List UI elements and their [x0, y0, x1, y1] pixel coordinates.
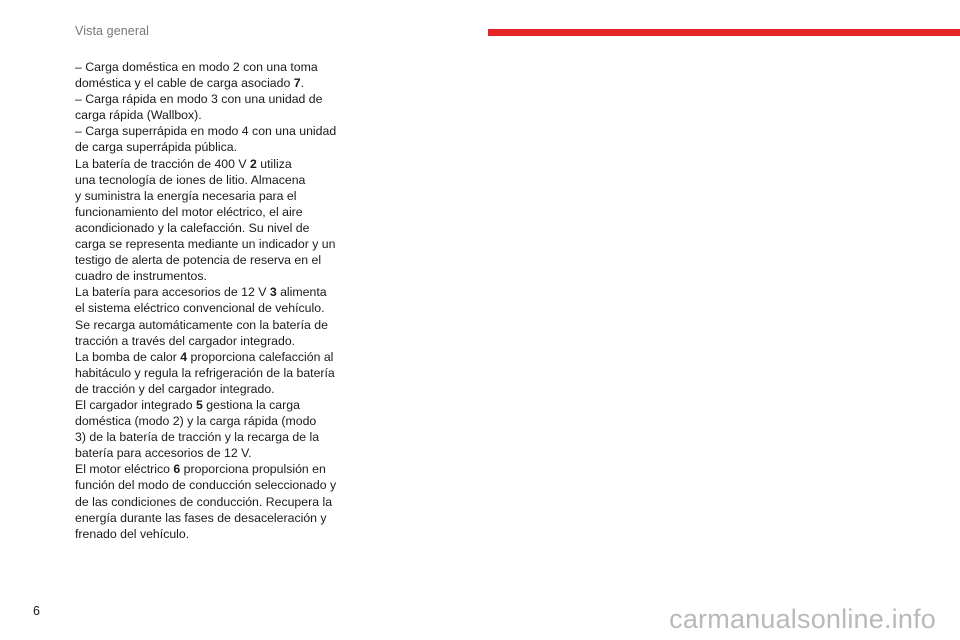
text-span: función del modo de conducción seleccionado y — [75, 478, 337, 493]
body-line — [75, 445, 343, 461]
text-span: batería para accesorios de 12 V. — [75, 446, 252, 461]
text-span: testigo de alerta de potencia de reserva en el — [75, 253, 322, 268]
callout-number: 5 — [196, 397, 203, 412]
body-line — [75, 107, 343, 123]
body-line — [75, 397, 343, 413]
text-span: 3) de la batería de tracción y la recarga de la — [75, 430, 320, 445]
body-line — [75, 204, 343, 220]
body-line — [75, 300, 343, 316]
text-span: proporciona propulsión en — [180, 462, 326, 477]
body-line — [75, 156, 343, 172]
body-line — [75, 220, 343, 236]
text-span: de carga superrápida pública. — [75, 140, 238, 155]
text-span: doméstica y el cable de carga asociado — [75, 76, 294, 91]
text-span: alimenta — [276, 285, 327, 300]
callout-number: 6 — [173, 462, 181, 477]
body-line — [75, 413, 343, 429]
body-line — [75, 172, 343, 188]
body-text — [75, 59, 343, 542]
text-span: de tracción y del cargador integrado. — [75, 381, 275, 396]
text-span: – Carga doméstica en modo 2 con una toma — [75, 60, 318, 74]
callout-number: 4 — [180, 349, 188, 364]
body-line — [75, 252, 343, 268]
callout-number: 7 — [293, 76, 301, 91]
text-span: . — [300, 76, 305, 91]
body-line — [75, 477, 343, 493]
text-span: gestiona la carga — [202, 397, 300, 412]
body-line — [75, 59, 343, 75]
body-line — [75, 365, 343, 381]
body-line — [75, 75, 343, 91]
text-span: acondicionado y la calefacción. Su nivel de — [75, 220, 310, 235]
body-line — [75, 510, 343, 526]
text-span: tracción a través del cargador integrado. — [75, 333, 296, 348]
text-span: La bomba de calor — [75, 349, 181, 364]
body-line — [75, 188, 343, 204]
text-span: doméstica (modo 2) y la carga rápida (modo — [75, 414, 317, 429]
body-line — [75, 268, 343, 284]
text-span: habitáculo y regula la refrigeración de la batería — [75, 365, 335, 380]
body-line — [75, 526, 343, 542]
body-line — [75, 381, 343, 397]
text-span: La batería de tracción de 400 V — [75, 156, 251, 171]
body-line — [75, 461, 343, 477]
text-span: y suministra la energía necesaria para el — [75, 188, 297, 203]
body-line — [75, 139, 343, 155]
body-line — [75, 236, 343, 252]
text-span: proporciona calefacción al — [187, 349, 334, 364]
text-span: El cargador integrado — [75, 397, 196, 412]
body-line — [75, 349, 343, 365]
body-line — [75, 317, 343, 333]
text-span: carga se representa mediante un indicador y un — [75, 237, 336, 252]
callout-number: 3 — [269, 285, 277, 300]
body-line — [75, 123, 343, 139]
text-span: cuadro de instrumentos. — [75, 269, 207, 284]
text-span: – Carga superrápida en modo 4 con una unidad — [75, 124, 337, 139]
callout-number: 2 — [250, 156, 257, 171]
text-span: – Carga rápida en modo 3 con una unidad de — [75, 92, 323, 107]
text-span: El motor eléctrico — [75, 462, 174, 477]
body-line — [75, 429, 343, 445]
text-span: funcionamiento del motor eléctrico, el aire — [75, 204, 303, 219]
text-span: energía durante las fases de desaceleración y — [75, 510, 327, 525]
text-span: Se recarga automáticamente con la batería de — [75, 317, 328, 332]
text-span: una tecnología de iones de litio. Almacena — [75, 172, 306, 187]
body-line — [75, 494, 343, 510]
text-span: La batería para accesorios de 12 V — [75, 285, 270, 300]
body-line — [75, 284, 343, 300]
body-line — [75, 333, 343, 349]
text-span: frenado del vehículo. — [75, 526, 190, 541]
text-span: de las condiciones de conducción. Recupera la — [75, 494, 333, 509]
text-span: utiliza — [256, 156, 292, 171]
text-span: carga rápida (Wallbox). — [75, 108, 202, 123]
body-line — [75, 91, 343, 107]
page-number: 6 — [33, 604, 40, 618]
section-title: Vista general — [75, 24, 150, 38]
accent-bar — [488, 29, 960, 36]
watermark: carmanualsonline.info — [669, 604, 936, 634]
text-span: el sistema eléctrico convencional de vehículo. — [75, 301, 325, 316]
